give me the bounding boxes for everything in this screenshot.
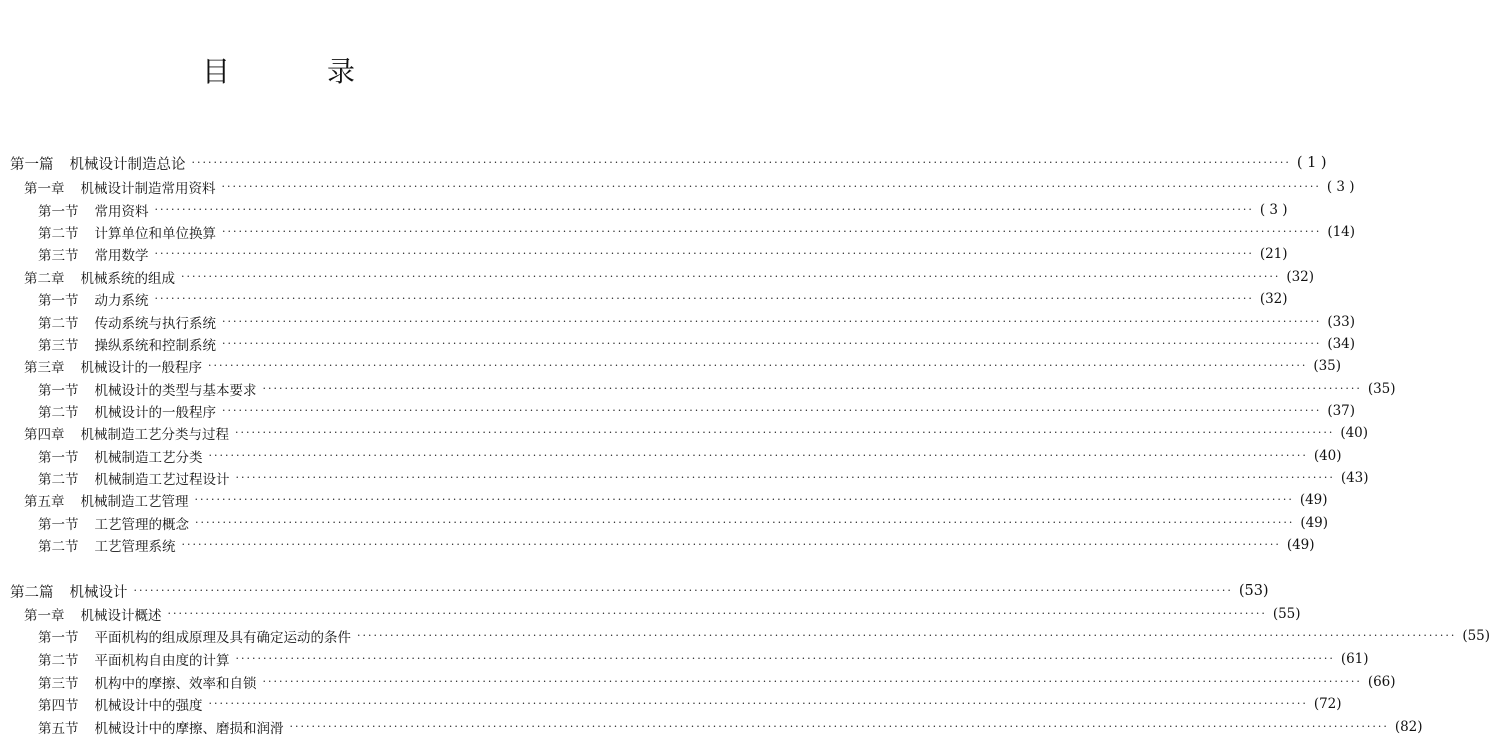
toc-entry-title: 机械设计的类型与基本要求 (94, 383, 257, 399)
toc-entry-title: 机械设计概述 (80, 608, 162, 624)
toc-entry[interactable] (0, 378, 1396, 400)
toc-entry-page: (72) (1313, 696, 1342, 712)
dot-leader: ········································································································································································································ (208, 449, 1308, 462)
dot-leader: ········································································································································································································ (262, 675, 1362, 688)
toc-entry-page: (21) (1259, 246, 1288, 262)
toc-entry-label: 第二节 (38, 405, 79, 421)
toc-entry-title: 机械系统的组成 (80, 271, 175, 287)
toc-entry-label: 第二节 (38, 539, 79, 555)
toc-entry[interactable] (0, 221, 1356, 243)
toc-entry-page: (40) (1313, 448, 1342, 464)
dot-leader: ········································································································································································································ (167, 607, 1267, 620)
dot-leader: ········································································································································································································ (222, 337, 1322, 350)
toc-entry-title: 机械设计中的强度 (94, 698, 203, 714)
dot-leader: ········································································································································································································ (235, 652, 1335, 665)
toc-entry-title: 机械制造工艺管理 (80, 494, 189, 510)
toc-entry-page: (53) (1238, 583, 1269, 599)
toc-entry-label: 第二章 (24, 271, 65, 287)
toc-entry-page: (34) (1327, 336, 1356, 352)
toc-entry-title: 传动系统与执行系统 (94, 316, 216, 332)
dot-leader: ········································································································································································································ (208, 697, 1308, 710)
toc-entry-label: 第二节 (38, 226, 79, 242)
toc-entry-page: (40) (1340, 425, 1369, 441)
toc-entry[interactable] (0, 580, 1269, 602)
toc-entry-title: 操纵系统和控制系统 (94, 338, 216, 354)
toc-entry-title: 工艺管理的概念 (94, 517, 189, 533)
toc-entry-page: (49) (1299, 492, 1328, 508)
toc-entry-title: 平面机构的组成原理及具有确定运动的条件 (94, 630, 351, 646)
toc-entry-page: (32) (1286, 269, 1315, 285)
toc-entry-page: (61) (1340, 651, 1369, 667)
toc-entry-page: (49) (1286, 537, 1315, 553)
toc-entry-label: 第四章 (24, 427, 65, 443)
toc-entry-title: 机械设计的一般程序 (80, 360, 202, 376)
toc-entry[interactable] (0, 176, 1355, 198)
dot-leader: ········································································································································································································ (262, 382, 1362, 395)
toc-entry-title: 机械设计制造常用资料 (80, 181, 216, 197)
toc-entry-page: ( 3 ) (1326, 179, 1355, 195)
dot-leader: ········································································································································································································ (221, 180, 1321, 193)
toc-entry[interactable] (0, 355, 1342, 377)
toc-entry-title: 平面机构自由度的计算 (94, 653, 230, 669)
toc-entry-page: (49) (1300, 515, 1329, 531)
toc-entry-label: 第五章 (24, 494, 65, 510)
dot-leader: ········································································································································································································ (191, 156, 1291, 169)
dot-leader: ········································································································································································································ (289, 720, 1389, 733)
toc-entry-label: 第一节 (38, 204, 79, 220)
toc-entry-title: 机械制造工艺分类与过程 (80, 427, 229, 443)
toc-entry-label: 第一节 (38, 293, 79, 309)
toc-entry-title: 机械制造工艺分类 (94, 450, 203, 466)
dot-leader: ········································································································································································································ (222, 315, 1322, 328)
dot-leader: ········································································································································································································ (154, 203, 1254, 216)
toc-entry-label: 第一节 (38, 630, 79, 646)
dot-leader: ········································································································································································································ (222, 225, 1322, 238)
toc-entry-page: (66) (1367, 674, 1396, 690)
toc-entry-title: 机构中的摩擦、效率和自锁 (94, 676, 257, 692)
toc-entry-label: 第二节 (38, 316, 79, 332)
toc-entry-page: (82) (1394, 719, 1423, 735)
toc-entry-label: 第一节 (38, 450, 79, 466)
toc-entry-page: (43) (1340, 470, 1369, 486)
toc-entry-label: 第五节 (38, 721, 79, 737)
toc-entry-page: (55) (1272, 606, 1301, 622)
dot-leader: ········································································································································································································ (133, 584, 1233, 597)
toc-entry[interactable] (0, 266, 1315, 288)
dot-leader: ········································································································································································································ (181, 538, 1281, 551)
toc-entry-title: 常用资料 (94, 204, 149, 220)
toc-entry-label: 第一节 (38, 517, 79, 533)
toc-entry-page: ( 1 ) (1296, 155, 1327, 171)
toc-entry[interactable] (0, 199, 1288, 221)
toc-entry-page: (55) (1462, 628, 1490, 644)
toc-entry-title: 计算单位和单位换算 (94, 226, 216, 242)
toc-entry[interactable] (0, 693, 1342, 715)
toc-entry-page: (14) (1327, 224, 1356, 240)
toc-entry-page: (37) (1327, 403, 1356, 419)
toc-entry-label: 第二节 (38, 653, 79, 669)
page-title: 目 录 (202, 55, 399, 88)
toc-entry-page: (32) (1259, 291, 1288, 307)
toc-entry[interactable] (0, 625, 1490, 647)
toc-entry[interactable] (0, 489, 1328, 511)
toc-entry-label: 第一章 (24, 608, 65, 624)
dot-leader: ········································································································································································································ (235, 426, 1335, 439)
toc-entry[interactable] (0, 152, 1327, 174)
toc-entry-title: 机械制造工艺过程设计 (94, 472, 230, 488)
toc-entry[interactable] (0, 288, 1288, 310)
dot-leader: ········································································································································································································ (357, 629, 1457, 642)
toc-entry[interactable] (0, 512, 1329, 534)
toc-entry[interactable] (0, 603, 1301, 625)
toc-entry[interactable] (0, 716, 1423, 738)
toc-entry-label: 第二节 (38, 472, 79, 488)
toc-entry-title: 工艺管理系统 (94, 539, 176, 555)
toc-entry-page: (33) (1327, 314, 1356, 330)
dot-leader: ········································································································································································································ (154, 292, 1254, 305)
toc-entry-title: 动力系统 (94, 293, 149, 309)
toc-entry[interactable] (0, 445, 1342, 467)
toc-entry-label: 第三节 (38, 248, 79, 264)
toc-entry-page: (35) (1367, 381, 1396, 397)
dot-leader: ········································································································································································································ (194, 493, 1294, 506)
toc-entry-label: 第一章 (24, 181, 65, 197)
toc-entry[interactable] (0, 534, 1315, 556)
dot-leader: ········································································································································································································ (195, 516, 1295, 529)
toc-entry[interactable] (0, 648, 1369, 670)
dot-leader: ········································································································································································································ (154, 247, 1254, 260)
toc-entry-label: 第二篇 (10, 584, 54, 601)
toc-entry-label: 第三章 (24, 360, 65, 376)
toc-entry-page: ( 3 ) (1259, 202, 1288, 218)
toc-entry[interactable] (0, 243, 1288, 265)
dot-leader: ········································································································································································································ (208, 359, 1308, 372)
toc-entry[interactable] (0, 333, 1356, 355)
toc-entry-page: (35) (1313, 358, 1342, 374)
toc-entry-label: 第一节 (38, 383, 79, 399)
toc-entry[interactable] (0, 671, 1396, 693)
dot-leader: ········································································································································································································ (235, 471, 1335, 484)
toc-entry-label: 第三节 (38, 676, 79, 692)
toc-entry-title: 常用数学 (94, 248, 149, 264)
toc-entry-label: 第一篇 (10, 156, 54, 173)
toc-entry-label: 第四节 (38, 698, 79, 714)
dot-leader: ········································································································································································································ (181, 270, 1281, 283)
toc-entry-title: 机械设计制造总论 (69, 156, 186, 173)
toc-entry[interactable] (0, 422, 1369, 444)
toc-entry-title: 机械设计 (69, 584, 128, 601)
toc-entry-label: 第三节 (38, 338, 79, 354)
dot-leader: ········································································································································································································ (222, 404, 1322, 417)
toc-entry[interactable] (0, 467, 1369, 489)
toc-entry-title: 机械设计中的摩擦、磨损和润滑 (94, 721, 284, 737)
toc-entry[interactable] (0, 311, 1356, 333)
toc-entry[interactable] (0, 400, 1356, 422)
toc-entry-title: 机械设计的一般程序 (94, 405, 216, 421)
